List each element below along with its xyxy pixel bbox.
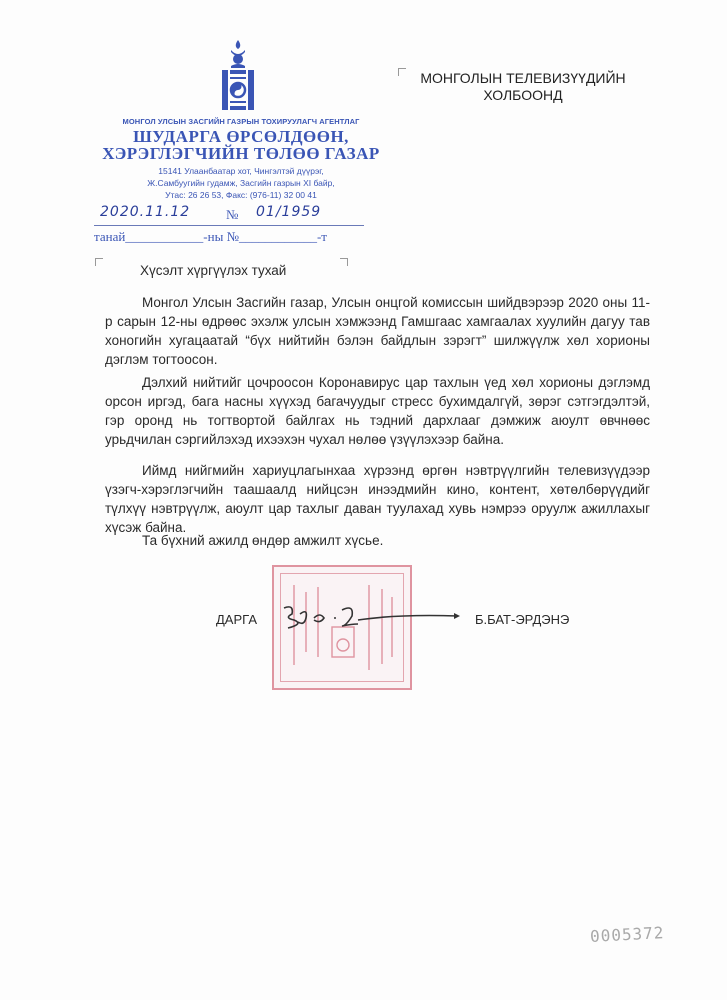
body-paragraph-2 [105, 373, 650, 449]
your-reference-line: танай____________-ны №____________-т [94, 229, 327, 244]
closing-line [105, 531, 650, 550]
paragraph-text: Та бүхний ажилд өндөр амжилт хүсье. [142, 533, 384, 548]
paragraph-text: Дэлхий нийтийг цочроосон Коронавирус цар тахлын үед хөл хорионы дэглэмд орсон иргэд, бага насны хүүхэд багачуудыг стресс бухимдалгүй, зөрэг сэтгэгдэлтэй, гэр оронд нь тогтвортой байлгах нь тэдний дархлааг дэмжиж аюулт өвчнөөс урьдчилан сэргийлэхэд ихээхэн чухал нөлөө үзүүлэхээр байна. [105, 375, 650, 447]
paragraph-text: Монгол Улсын Засгийн газар, Улсын онцгой комиссын шийдвэрээр 2020 оны 11-р сарын 12-ны өдрөөс эхэлж улсын хэмжээнд Гамшгаас хамгаалах хуулийн дагуу тав хоногийн хугацаатай “бүх нийтийн бэлэн байдлын зэрэгт” шилжүүлж хөл хорионы дэглэм тогтоосон. [105, 295, 650, 367]
letter-number: 01/1959 [256, 204, 322, 220]
body-paragraph-1 [105, 293, 650, 369]
handwritten-signature [278, 600, 468, 635]
letter-subject: Хүсэлт хүргүүлэх тухай [140, 263, 287, 278]
signatory-name: Б.БАТ-ЭРДЭНЭ [475, 612, 570, 627]
recipient-block [408, 70, 638, 104]
address-corner-mark [398, 68, 406, 76]
agency-parent-name: МОНГОЛ УЛСЫН ЗАСГИЙН ГАЗРЫН ТОХИРУУЛАГЧ АГЕНТЛАГ [122, 117, 360, 126]
agency-name [96, 128, 386, 162]
number-label: № [226, 207, 239, 222]
subject-corner-mark-right [340, 258, 348, 266]
letter-date: 2020.11.12 [100, 204, 191, 220]
signatory-title: ДАРГА [216, 612, 257, 627]
agency-address [96, 165, 386, 201]
subject-corner-mark-left [95, 258, 103, 266]
body-paragraph-3 [105, 461, 650, 537]
recipient-line2: ХОЛБООНД [483, 87, 563, 103]
soyombo-emblem-icon [218, 38, 258, 116]
address-line: Ж.Самбуугийн гудамж, Засгийн газрын XI байр, [147, 178, 335, 188]
document-serial-number: 0005372 [589, 923, 665, 946]
agency-name-line1: ШУДАРГА ӨРСӨЛДӨӨН, [133, 127, 349, 146]
paragraph-text: Иймд нийгмийн хариуцлагынхаа хүрээнд өргөн нэвтрүүлгийн телевизүүдээр үзэгч-хэрэглэгчийн таашаалд нийцсэн инээдмийн кино, контент, хөтөлбөрүүдийг түлхүү нэвтрүүлж, аюулт цар тахлыг даван туулахад хувь нэмрээ оруулж ажиллахыг хүсэж байна. [105, 463, 650, 535]
address-line: 15141 Улаанбаатар хот, Чингэлтэй дүүрэг, [158, 166, 324, 176]
agency-name-line2: ХЭРЭГЛЭГЧИЙН ТӨЛӨӨ ГАЗАР [102, 144, 380, 163]
contact-line: Утас: 26 26 53, Факс: (976-11) 32 00 41 [165, 190, 317, 200]
recipient-line1: МОНГОЛЫН ТЕЛЕВИЗҮҮДИЙН [420, 70, 626, 86]
